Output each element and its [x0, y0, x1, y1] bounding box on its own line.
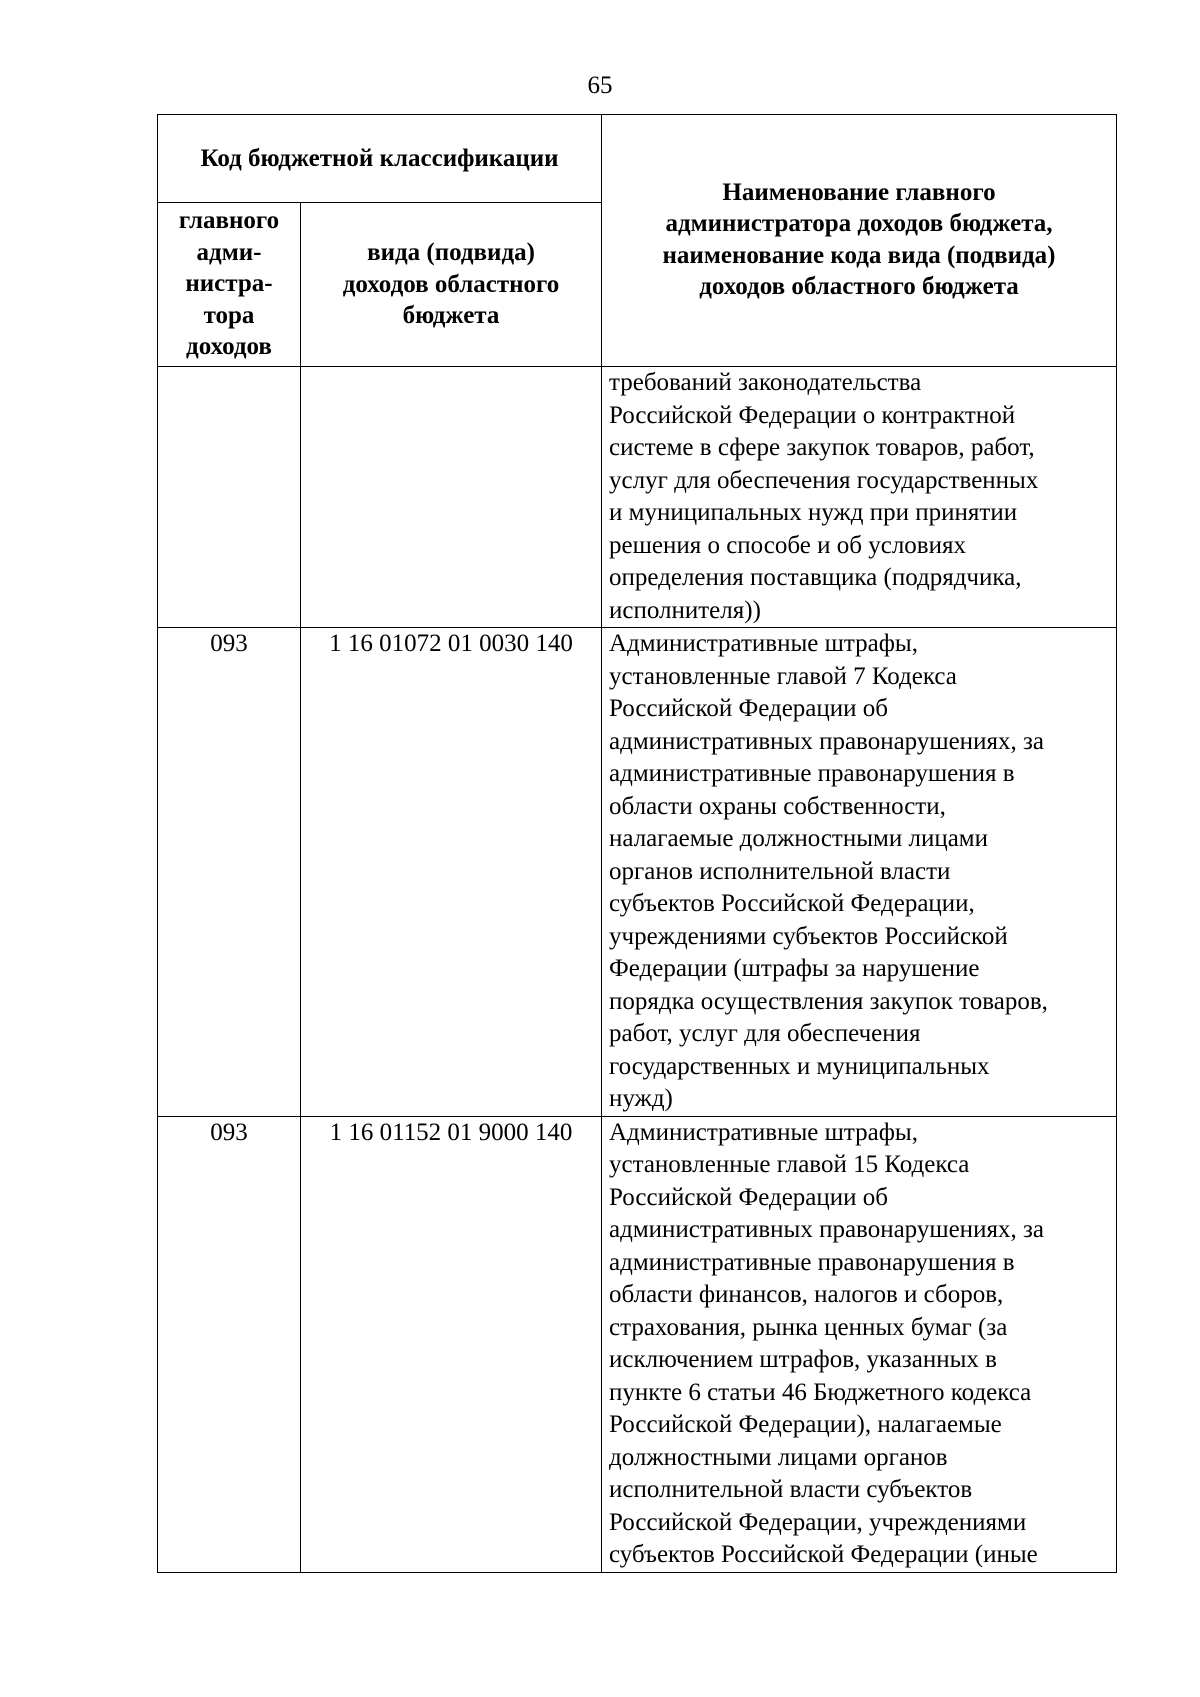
- header-kind-line: вида (подвида): [367, 239, 535, 267]
- header-admin-column: [158, 203, 301, 367]
- name-line: Федерации (штрафы за нарушение: [609, 955, 980, 982]
- revenue-code-cell: 1 16 01152 01 9000 140: [301, 1116, 602, 1572]
- header-admin-line: тора: [203, 301, 255, 329]
- name-line: Российской Федерации об: [609, 695, 888, 722]
- name-line: налагаемые должностными лицами: [609, 825, 988, 852]
- name-line: субъектов Российской Федерации (иные: [609, 1541, 1038, 1568]
- name-line: учреждениями субъектов Российской: [609, 922, 1008, 950]
- revenue-code-cell: [301, 367, 602, 628]
- name-line: требований законодательства: [609, 369, 922, 396]
- header-admin-line: доходов: [186, 333, 272, 360]
- admin-code-cell: 093: [158, 1116, 301, 1572]
- name-line: установленные главой 15 Кодекса: [609, 1151, 970, 1178]
- name-line: исполнительной власти субъектов: [609, 1476, 973, 1503]
- header-name-line: наименование кода вида (подвида): [662, 241, 1056, 269]
- header-budget-code-label: Код бюджетной классификации: [200, 144, 559, 172]
- header-kind-column: [301, 203, 602, 367]
- table-row: [158, 367, 1117, 628]
- budget-classification-table: [157, 114, 1117, 1573]
- header-name-column: [602, 115, 1117, 367]
- name-line: области финансов, налогов и сборов,: [609, 1281, 1004, 1308]
- name-line: Российской Федерации об: [609, 1183, 888, 1211]
- name-line: установленные главой 7 Кодекса: [609, 662, 957, 690]
- admin-code-cell: 093: [158, 628, 301, 1117]
- name-line: государственных и муниципальных: [609, 1052, 990, 1080]
- name-line: определения поставщика (подрядчика,: [609, 564, 1022, 591]
- name-line: административные правонарушения в: [609, 1248, 1015, 1276]
- table-row: [158, 628, 1117, 1117]
- revenue-code-cell: 1 16 01072 01 0030 140: [301, 628, 602, 1117]
- header-name-line: доходов областного бюджета: [699, 273, 1019, 300]
- name-line: страхования, рынка ценных бумаг (за: [609, 1313, 1008, 1341]
- name-line: работ, услуг для обеспечения: [609, 1020, 921, 1047]
- header-admin-line: главного: [178, 207, 280, 234]
- table-row: [158, 1116, 1117, 1572]
- page-number: 65: [587, 72, 613, 99]
- name-line: Административные штрафы,: [609, 630, 918, 657]
- name-line: и муниципальных нужд при принятии: [609, 499, 1018, 526]
- name-line: Российской Федерации о контрактной: [609, 401, 1016, 429]
- name-line: области охраны собственности,: [609, 792, 946, 820]
- name-line: порядка осуществления закупок товаров,: [609, 987, 1048, 1015]
- name-line: субъектов Российской Федерации,: [609, 890, 975, 917]
- name-line: Административные штрафы,: [609, 1118, 918, 1146]
- name-line: Российской Федерации), налагаемые: [609, 1411, 1002, 1438]
- name-line: Российской Федерации, учреждениями: [609, 1508, 1027, 1536]
- header-kind-line: доходов областного: [342, 270, 560, 298]
- table-header-row-top: [158, 115, 1117, 203]
- revenue-name-cell: [602, 1116, 1117, 1572]
- header-name-line: Наименование главного: [722, 178, 996, 206]
- header-kind-line: бюджета: [402, 302, 500, 330]
- name-line: органов исполнительной власти: [609, 857, 951, 885]
- revenue-name-cell: [602, 367, 1117, 628]
- name-line: исключением штрафов, указанных в: [609, 1346, 997, 1373]
- header-name-line: администратора доходов бюджета,: [665, 210, 1053, 237]
- name-line: административные правонарушения в: [609, 760, 1015, 787]
- revenue-name-cell: [602, 628, 1117, 1117]
- header-budget-code: [158, 115, 602, 203]
- name-line: административных правонарушениях, за: [609, 1216, 1044, 1243]
- name-line: административных правонарушениях, за: [609, 727, 1044, 755]
- name-line: пункте 6 статьи 46 Бюджетного кодекса: [609, 1378, 1032, 1406]
- header-admin-line: нистра-: [185, 270, 273, 297]
- name-line: исполнителя)): [609, 596, 761, 624]
- name-line: услуг для обеспечения государственных: [609, 466, 1039, 494]
- admin-code-cell: [158, 367, 301, 628]
- name-line: должностными лицами органов: [609, 1443, 948, 1471]
- name-line: нужд): [609, 1085, 673, 1112]
- name-line: системе в сфере закупок товаров, работ,: [609, 434, 1035, 461]
- name-line: решения о способе и об условиях: [609, 531, 966, 559]
- header-admin-line: адми-: [196, 238, 262, 266]
